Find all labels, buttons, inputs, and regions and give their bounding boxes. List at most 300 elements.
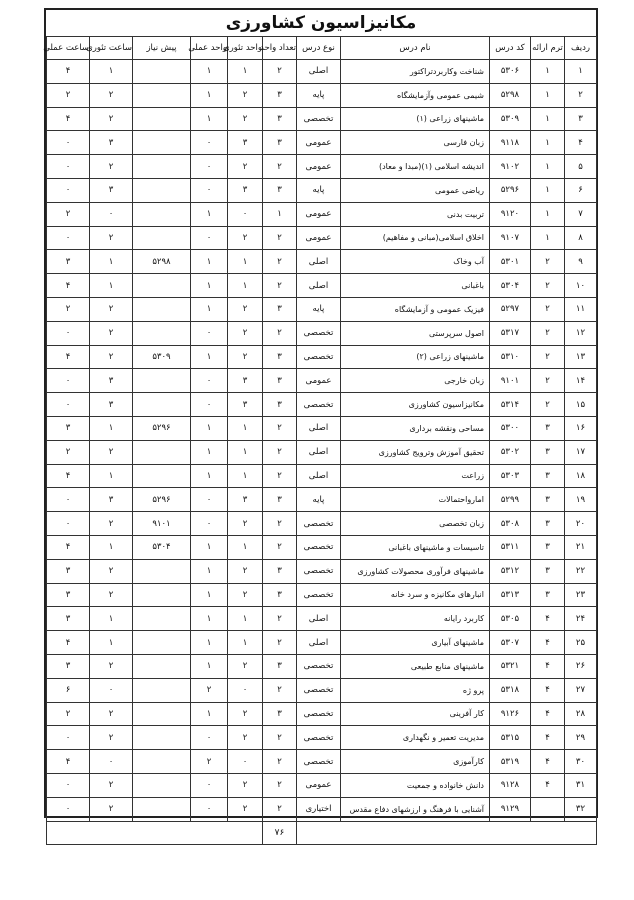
theory-hours-cell: ۱ <box>90 631 133 655</box>
theory-hours-cell: ۰ <box>90 750 133 774</box>
course-code-cell: ۵۳۱۵ <box>490 726 531 750</box>
table-row <box>47 226 597 250</box>
course-code-cell: ۵۳۱۴ <box>490 393 531 417</box>
units-cell: ۳ <box>263 178 297 202</box>
course-name-cell: زبان خارجی <box>341 369 490 393</box>
header-theory-hours: ساعت تئوری <box>90 37 133 60</box>
term-cell: ۱ <box>531 131 565 155</box>
course-name-cell: تربیت بدنی <box>341 202 490 226</box>
course-code-cell: ۵۳۱۳ <box>490 583 531 607</box>
theory-hours-cell: ۱ <box>90 416 133 440</box>
table-row <box>47 654 597 678</box>
course-code-cell: ۵۲۹۸ <box>490 83 531 107</box>
practical-hours-cell: ۰ <box>47 797 90 821</box>
theory-hours-cell: ۲ <box>90 559 133 583</box>
practical-units-cell: ۱ <box>191 250 228 274</box>
term-cell: ۴ <box>531 726 565 750</box>
term-cell: ۲ <box>531 393 565 417</box>
term-cell: ۲ <box>531 297 565 321</box>
practical-units-cell: ۰ <box>191 773 228 797</box>
table-row <box>47 107 597 131</box>
practical-units-cell: ۱ <box>191 416 228 440</box>
theory-hours-cell: ۳ <box>90 178 133 202</box>
course-type-cell: تخصصی <box>297 321 341 345</box>
theory-hours-cell: ۲ <box>90 83 133 107</box>
row-number-cell: ۲۳ <box>565 583 597 607</box>
units-cell: ۲ <box>263 250 297 274</box>
practical-units-cell: ۰ <box>191 512 228 536</box>
table-row <box>47 535 597 559</box>
theory-hours-cell: ۰ <box>90 678 133 702</box>
row-number-cell: ۲۴ <box>565 607 597 631</box>
practical-hours-cell: ۴ <box>47 345 90 369</box>
term-cell <box>531 797 565 821</box>
course-code-cell: ۵۳۰۸ <box>490 512 531 536</box>
row-number-cell: ۲۵ <box>565 631 597 655</box>
course-code-cell: ۵۳۰۹ <box>490 107 531 131</box>
practical-hours-cell: ۰ <box>47 178 90 202</box>
table-row <box>47 60 597 84</box>
units-cell: ۳ <box>263 83 297 107</box>
theory-units-cell: ۲ <box>228 155 263 179</box>
practical-hours-cell: ۴ <box>47 60 90 84</box>
theory-units-cell: ۲ <box>228 107 263 131</box>
theory-units-cell: ۱ <box>228 440 263 464</box>
course-code-cell: ۵۳۰۳ <box>490 464 531 488</box>
row-number-cell: ۱۸ <box>565 464 597 488</box>
course-name-cell: شناخت وکاربردتراکتور <box>341 60 490 84</box>
practical-units-cell: ۱ <box>191 535 228 559</box>
term-cell: ۳ <box>531 416 565 440</box>
units-cell: ۳ <box>263 583 297 607</box>
practical-hours-cell: ۲ <box>47 440 90 464</box>
term-cell: ۳ <box>531 512 565 536</box>
course-type-cell: تخصصی <box>297 726 341 750</box>
course-code-cell: ۹۱۲۹ <box>490 797 531 821</box>
practical-hours-cell: ۰ <box>47 726 90 750</box>
practical-units-cell: ۱ <box>191 654 228 678</box>
prerequisite-cell <box>133 583 191 607</box>
units-cell: ۲ <box>263 797 297 821</box>
header-name: نام درس <box>341 37 490 60</box>
practical-hours-cell: ۰ <box>47 369 90 393</box>
theory-units-cell: ۲ <box>228 559 263 583</box>
prerequisite-cell <box>133 297 191 321</box>
row-number-cell: ۸ <box>565 226 597 250</box>
row-number-cell: ۱۴ <box>565 369 597 393</box>
course-code-cell: ۵۳۱۸ <box>490 678 531 702</box>
theory-hours-cell: ۲ <box>90 773 133 797</box>
table-row <box>47 607 597 631</box>
theory-units-cell: ۲ <box>228 773 263 797</box>
theory-units-cell: ۳ <box>228 488 263 512</box>
prerequisite-cell <box>133 131 191 155</box>
row-number-cell: ۳۰ <box>565 750 597 774</box>
course-name-cell: اندیشه اسلامی (۱)(مبدا و معاد) <box>341 155 490 179</box>
prerequisite-cell: ۵۲۹۶ <box>133 488 191 512</box>
course-code-cell: ۵۳۱۲ <box>490 559 531 583</box>
course-name-cell: ماشینهای فرآوری محصولات کشاورزی <box>341 559 490 583</box>
prerequisite-cell <box>133 393 191 417</box>
units-cell: ۳ <box>263 345 297 369</box>
term-cell: ۲ <box>531 250 565 274</box>
course-type-cell: عمومی <box>297 155 341 179</box>
course-name-cell: زراعت <box>341 464 490 488</box>
course-type-cell: تخصصی <box>297 583 341 607</box>
term-cell: ۲ <box>531 369 565 393</box>
practical-hours-cell: ۶ <box>47 678 90 702</box>
theory-hours-cell: ۱ <box>90 250 133 274</box>
theory-hours-cell: ۱ <box>90 607 133 631</box>
course-code-cell: ۹۱۰۷ <box>490 226 531 250</box>
prerequisite-cell <box>133 321 191 345</box>
practical-units-cell: ۰ <box>191 178 228 202</box>
term-cell: ۴ <box>531 678 565 702</box>
prerequisite-cell <box>133 369 191 393</box>
units-cell: ۲ <box>263 535 297 559</box>
course-type-cell: اصلی <box>297 631 341 655</box>
practical-units-cell: ۰ <box>191 321 228 345</box>
row-number-cell: ۱۹ <box>565 488 597 512</box>
prerequisite-cell: ۵۳۰۴ <box>133 535 191 559</box>
theory-hours-cell: ۲ <box>90 583 133 607</box>
header-row-number: ردیف <box>565 37 597 60</box>
course-name-cell: زبان تخصصی <box>341 512 490 536</box>
course-name-cell: آب وخاک <box>341 250 490 274</box>
table-row <box>47 631 597 655</box>
practical-units-cell: ۱ <box>191 107 228 131</box>
course-name-cell: کاربرد رایانه <box>341 607 490 631</box>
row-number-cell: ۱۷ <box>565 440 597 464</box>
term-cell: ۱ <box>531 107 565 131</box>
theory-hours-cell: ۲ <box>90 226 133 250</box>
units-cell: ۳ <box>263 654 297 678</box>
term-cell: ۳ <box>531 440 565 464</box>
row-number-cell: ۴ <box>565 131 597 155</box>
theory-hours-cell: ۱ <box>90 274 133 298</box>
row-number-cell: ۱۲ <box>565 321 597 345</box>
term-cell: ۴ <box>531 607 565 631</box>
document-sheet <box>43 8 598 838</box>
table-row <box>47 512 597 536</box>
course-name-cell: مدیریت تعمیر و نگهداری <box>341 726 490 750</box>
course-code-cell: ۵۳۱۷ <box>490 321 531 345</box>
prerequisite-cell <box>133 226 191 250</box>
practical-hours-cell: ۰ <box>47 321 90 345</box>
practical-units-cell: ۰ <box>191 131 228 155</box>
units-cell: ۱ <box>263 202 297 226</box>
units-cell: ۲ <box>263 416 297 440</box>
row-number-cell: ۹ <box>565 250 597 274</box>
theory-hours-cell: ۲ <box>90 797 133 821</box>
term-cell: ۴ <box>531 750 565 774</box>
table-row <box>47 678 597 702</box>
course-code-cell: ۵۳۰۵ <box>490 607 531 631</box>
practical-units-cell: ۱ <box>191 631 228 655</box>
units-cell: ۳ <box>263 393 297 417</box>
practical-units-cell: ۱ <box>191 345 228 369</box>
practical-units-cell: ۰ <box>191 797 228 821</box>
table-row <box>47 797 597 821</box>
theory-units-cell: ۲ <box>228 512 263 536</box>
theory-hours-cell: ۲ <box>90 702 133 726</box>
prerequisite-cell <box>133 107 191 131</box>
prerequisite-cell <box>133 440 191 464</box>
row-number-cell: ۷ <box>565 202 597 226</box>
course-name-cell: ریاضی عمومی <box>341 178 490 202</box>
prerequisite-cell <box>133 178 191 202</box>
term-cell: ۴ <box>531 702 565 726</box>
course-name-cell: امارواحتمالات <box>341 488 490 512</box>
table-row <box>47 369 597 393</box>
theory-hours-cell: ۲ <box>90 440 133 464</box>
practical-units-cell: ۱ <box>191 297 228 321</box>
prerequisite-cell <box>133 702 191 726</box>
course-code-cell: ۹۱۱۸ <box>490 131 531 155</box>
course-code-cell: ۹۱۲۶ <box>490 702 531 726</box>
theory-hours-cell: ۲ <box>90 512 133 536</box>
prerequisite-cell: ۹۱۰۱ <box>133 512 191 536</box>
practical-hours-cell: ۴ <box>47 107 90 131</box>
practical-hours-cell: ۲ <box>47 297 90 321</box>
theory-hours-cell: ۲ <box>90 321 133 345</box>
term-cell: ۳ <box>531 535 565 559</box>
units-cell: ۲ <box>263 440 297 464</box>
course-code-cell: ۵۲۹۹ <box>490 488 531 512</box>
theory-units-cell: ۲ <box>228 226 263 250</box>
course-type-cell: تخصصی <box>297 393 341 417</box>
course-name-cell: مکانیزاسیون کشاورزی <box>341 393 490 417</box>
practical-hours-cell: ۲ <box>47 702 90 726</box>
practical-hours-cell: ۰ <box>47 393 90 417</box>
course-name-cell: پرو ژه <box>341 678 490 702</box>
practical-hours-cell: ۰ <box>47 773 90 797</box>
prerequisite-cell <box>133 274 191 298</box>
course-name-cell: کارآموزی <box>341 750 490 774</box>
theory-units-cell: ۲ <box>228 797 263 821</box>
theory-hours-cell: ۲ <box>90 107 133 131</box>
term-cell: ۱ <box>531 83 565 107</box>
table-row <box>47 750 597 774</box>
prerequisite-cell <box>133 559 191 583</box>
course-name-cell: دانش خانواده و جمعیت <box>341 773 490 797</box>
prerequisite-cell: ۵۳۰۹ <box>133 345 191 369</box>
units-cell: ۲ <box>263 155 297 179</box>
practical-hours-cell: ۰ <box>47 131 90 155</box>
row-number-cell: ۱۵ <box>565 393 597 417</box>
row-number-cell: ۳۲ <box>565 797 597 821</box>
practical-units-cell: ۰ <box>191 393 228 417</box>
row-number-cell: ۵ <box>565 155 597 179</box>
table-row <box>47 583 597 607</box>
table-row <box>47 464 597 488</box>
course-type-cell: عمومی <box>297 369 341 393</box>
table-row <box>47 393 597 417</box>
course-code-cell: ۵۳۰۱ <box>490 250 531 274</box>
practical-hours-cell: ۴ <box>47 535 90 559</box>
theory-hours-cell: ۱ <box>90 464 133 488</box>
practical-units-cell: ۰ <box>191 726 228 750</box>
course-code-cell: ۵۳۰۶ <box>490 60 531 84</box>
theory-units-cell: ۱ <box>228 631 263 655</box>
units-cell: ۳ <box>263 297 297 321</box>
course-type-cell: عمومی <box>297 202 341 226</box>
table-row <box>47 155 597 179</box>
units-cell: ۲ <box>263 60 297 84</box>
course-name-cell: اصول سرپرستی <box>341 321 490 345</box>
theory-units-cell: ۲ <box>228 654 263 678</box>
course-name-cell: ماشینهای آبیاری <box>341 631 490 655</box>
row-number-cell: ۱ <box>565 60 597 84</box>
table-row <box>47 559 597 583</box>
term-cell: ۱ <box>531 202 565 226</box>
theory-units-cell: ۱ <box>228 250 263 274</box>
prerequisite-cell <box>133 654 191 678</box>
units-cell: ۲ <box>263 678 297 702</box>
course-name-cell: ماشینهای زراعی (۱) <box>341 107 490 131</box>
course-type-cell: پایه <box>297 178 341 202</box>
practical-units-cell: ۱ <box>191 702 228 726</box>
practical-units-cell: ۲ <box>191 750 228 774</box>
theory-hours-cell: ۳ <box>90 131 133 155</box>
units-cell: ۳ <box>263 369 297 393</box>
term-cell: ۳ <box>531 559 565 583</box>
row-number-cell: ۲ <box>565 83 597 107</box>
theory-units-cell: ۱ <box>228 416 263 440</box>
term-cell: ۲ <box>531 321 565 345</box>
prerequisite-cell <box>133 60 191 84</box>
theory-units-cell: ۲ <box>228 726 263 750</box>
course-name-cell: باغبانی <box>341 274 490 298</box>
row-number-cell: ۳ <box>565 107 597 131</box>
units-cell: ۲ <box>263 274 297 298</box>
course-type-cell: اصلی <box>297 60 341 84</box>
course-type-cell: تخصصی <box>297 678 341 702</box>
course-type-cell: عمومی <box>297 131 341 155</box>
row-number-cell: ۲۱ <box>565 535 597 559</box>
course-type-cell: پایه <box>297 83 341 107</box>
theory-units-cell: ۲ <box>228 83 263 107</box>
course-name-cell: کار آفرینی <box>341 702 490 726</box>
header-practical-units: واحد عملی <box>191 37 228 60</box>
course-type-cell: اختیاری <box>297 797 341 821</box>
course-name-cell: تحقیق آموزش وترویج کشاورزی <box>341 440 490 464</box>
theory-units-cell: ۰ <box>228 678 263 702</box>
theory-units-cell: ۳ <box>228 131 263 155</box>
table-row <box>47 440 597 464</box>
course-type-cell: عمومی <box>297 226 341 250</box>
course-type-cell: تخصصی <box>297 107 341 131</box>
header-term: ترم ارائه <box>531 37 565 60</box>
term-cell: ۱ <box>531 226 565 250</box>
practical-hours-cell: ۳ <box>47 607 90 631</box>
practical-units-cell: ۱ <box>191 559 228 583</box>
course-type-cell: پایه <box>297 488 341 512</box>
units-cell: ۲ <box>263 464 297 488</box>
theory-hours-cell: ۳ <box>90 393 133 417</box>
practical-hours-cell: ۴ <box>47 464 90 488</box>
row-number-cell: ۲۹ <box>565 726 597 750</box>
prerequisite-cell <box>133 797 191 821</box>
header-prereq: پیش نیاز <box>133 37 191 60</box>
course-code-cell: ۹۱۲۸ <box>490 773 531 797</box>
theory-units-cell: ۱ <box>228 607 263 631</box>
theory-units-cell: ۲ <box>228 321 263 345</box>
term-cell: ۳ <box>531 583 565 607</box>
theory-units-cell: ۱ <box>228 60 263 84</box>
term-cell: ۲ <box>531 274 565 298</box>
course-type-cell: عمومی <box>297 773 341 797</box>
practical-units-cell: ۰ <box>191 488 228 512</box>
theory-units-cell: ۳ <box>228 178 263 202</box>
theory-hours-cell: ۲ <box>90 654 133 678</box>
table-row <box>47 702 597 726</box>
term-cell: ۳ <box>531 488 565 512</box>
theory-hours-cell: ۲ <box>90 726 133 750</box>
row-number-cell: ۱۱ <box>565 297 597 321</box>
table-row <box>47 297 597 321</box>
row-number-cell: ۲۷ <box>565 678 597 702</box>
course-type-cell: اصلی <box>297 607 341 631</box>
course-name-cell: شیمی عمومی وآزمایشگاه <box>341 83 490 107</box>
course-type-cell: اصلی <box>297 464 341 488</box>
practical-hours-cell: ۲ <box>47 83 90 107</box>
term-cell: ۴ <box>531 631 565 655</box>
term-cell: ۴ <box>531 654 565 678</box>
theory-units-cell: ۲ <box>228 345 263 369</box>
theory-hours-cell: ۲ <box>90 155 133 179</box>
practical-hours-cell: ۰ <box>47 226 90 250</box>
theory-units-cell: ۰ <box>228 750 263 774</box>
course-code-cell: ۵۳۱۱ <box>490 535 531 559</box>
units-cell: ۲ <box>263 226 297 250</box>
table-row <box>47 488 597 512</box>
course-name-cell: ماشینهای زراعی (۲) <box>341 345 490 369</box>
term-cell: ۱ <box>531 60 565 84</box>
course-code-cell: ۵۳۰۲ <box>490 440 531 464</box>
prerequisite-cell: ۵۲۹۶ <box>133 416 191 440</box>
table-row <box>47 178 597 202</box>
units-cell: ۲ <box>263 512 297 536</box>
prerequisite-cell <box>133 726 191 750</box>
theory-hours-cell: ۲ <box>90 345 133 369</box>
course-type-cell: اصلی <box>297 440 341 464</box>
theory-units-cell: ۳ <box>228 369 263 393</box>
course-type-cell: پایه <box>297 297 341 321</box>
course-type-cell: تخصصی <box>297 512 341 536</box>
prerequisite-cell <box>133 750 191 774</box>
practical-units-cell: ۱ <box>191 583 228 607</box>
course-code-cell: ۵۳۲۱ <box>490 654 531 678</box>
table-row <box>47 131 597 155</box>
theory-units-cell: ۰ <box>228 202 263 226</box>
units-cell: ۲ <box>263 750 297 774</box>
practical-units-cell: ۱ <box>191 440 228 464</box>
total-row-spacer-left <box>47 821 263 844</box>
prerequisite-cell: ۵۲۹۸ <box>133 250 191 274</box>
course-type-cell: تخصصی <box>297 702 341 726</box>
table-body <box>47 60 597 822</box>
units-cell: ۳ <box>263 131 297 155</box>
course-type-cell: تخصصی <box>297 654 341 678</box>
theory-hours-cell: ۱ <box>90 60 133 84</box>
theory-hours-cell: ۳ <box>90 488 133 512</box>
table-row <box>47 250 597 274</box>
theory-units-cell: ۲ <box>228 583 263 607</box>
theory-hours-cell: ۳ <box>90 369 133 393</box>
row-number-cell: ۲۸ <box>565 702 597 726</box>
header-units: تعداد واحد <box>263 37 297 60</box>
